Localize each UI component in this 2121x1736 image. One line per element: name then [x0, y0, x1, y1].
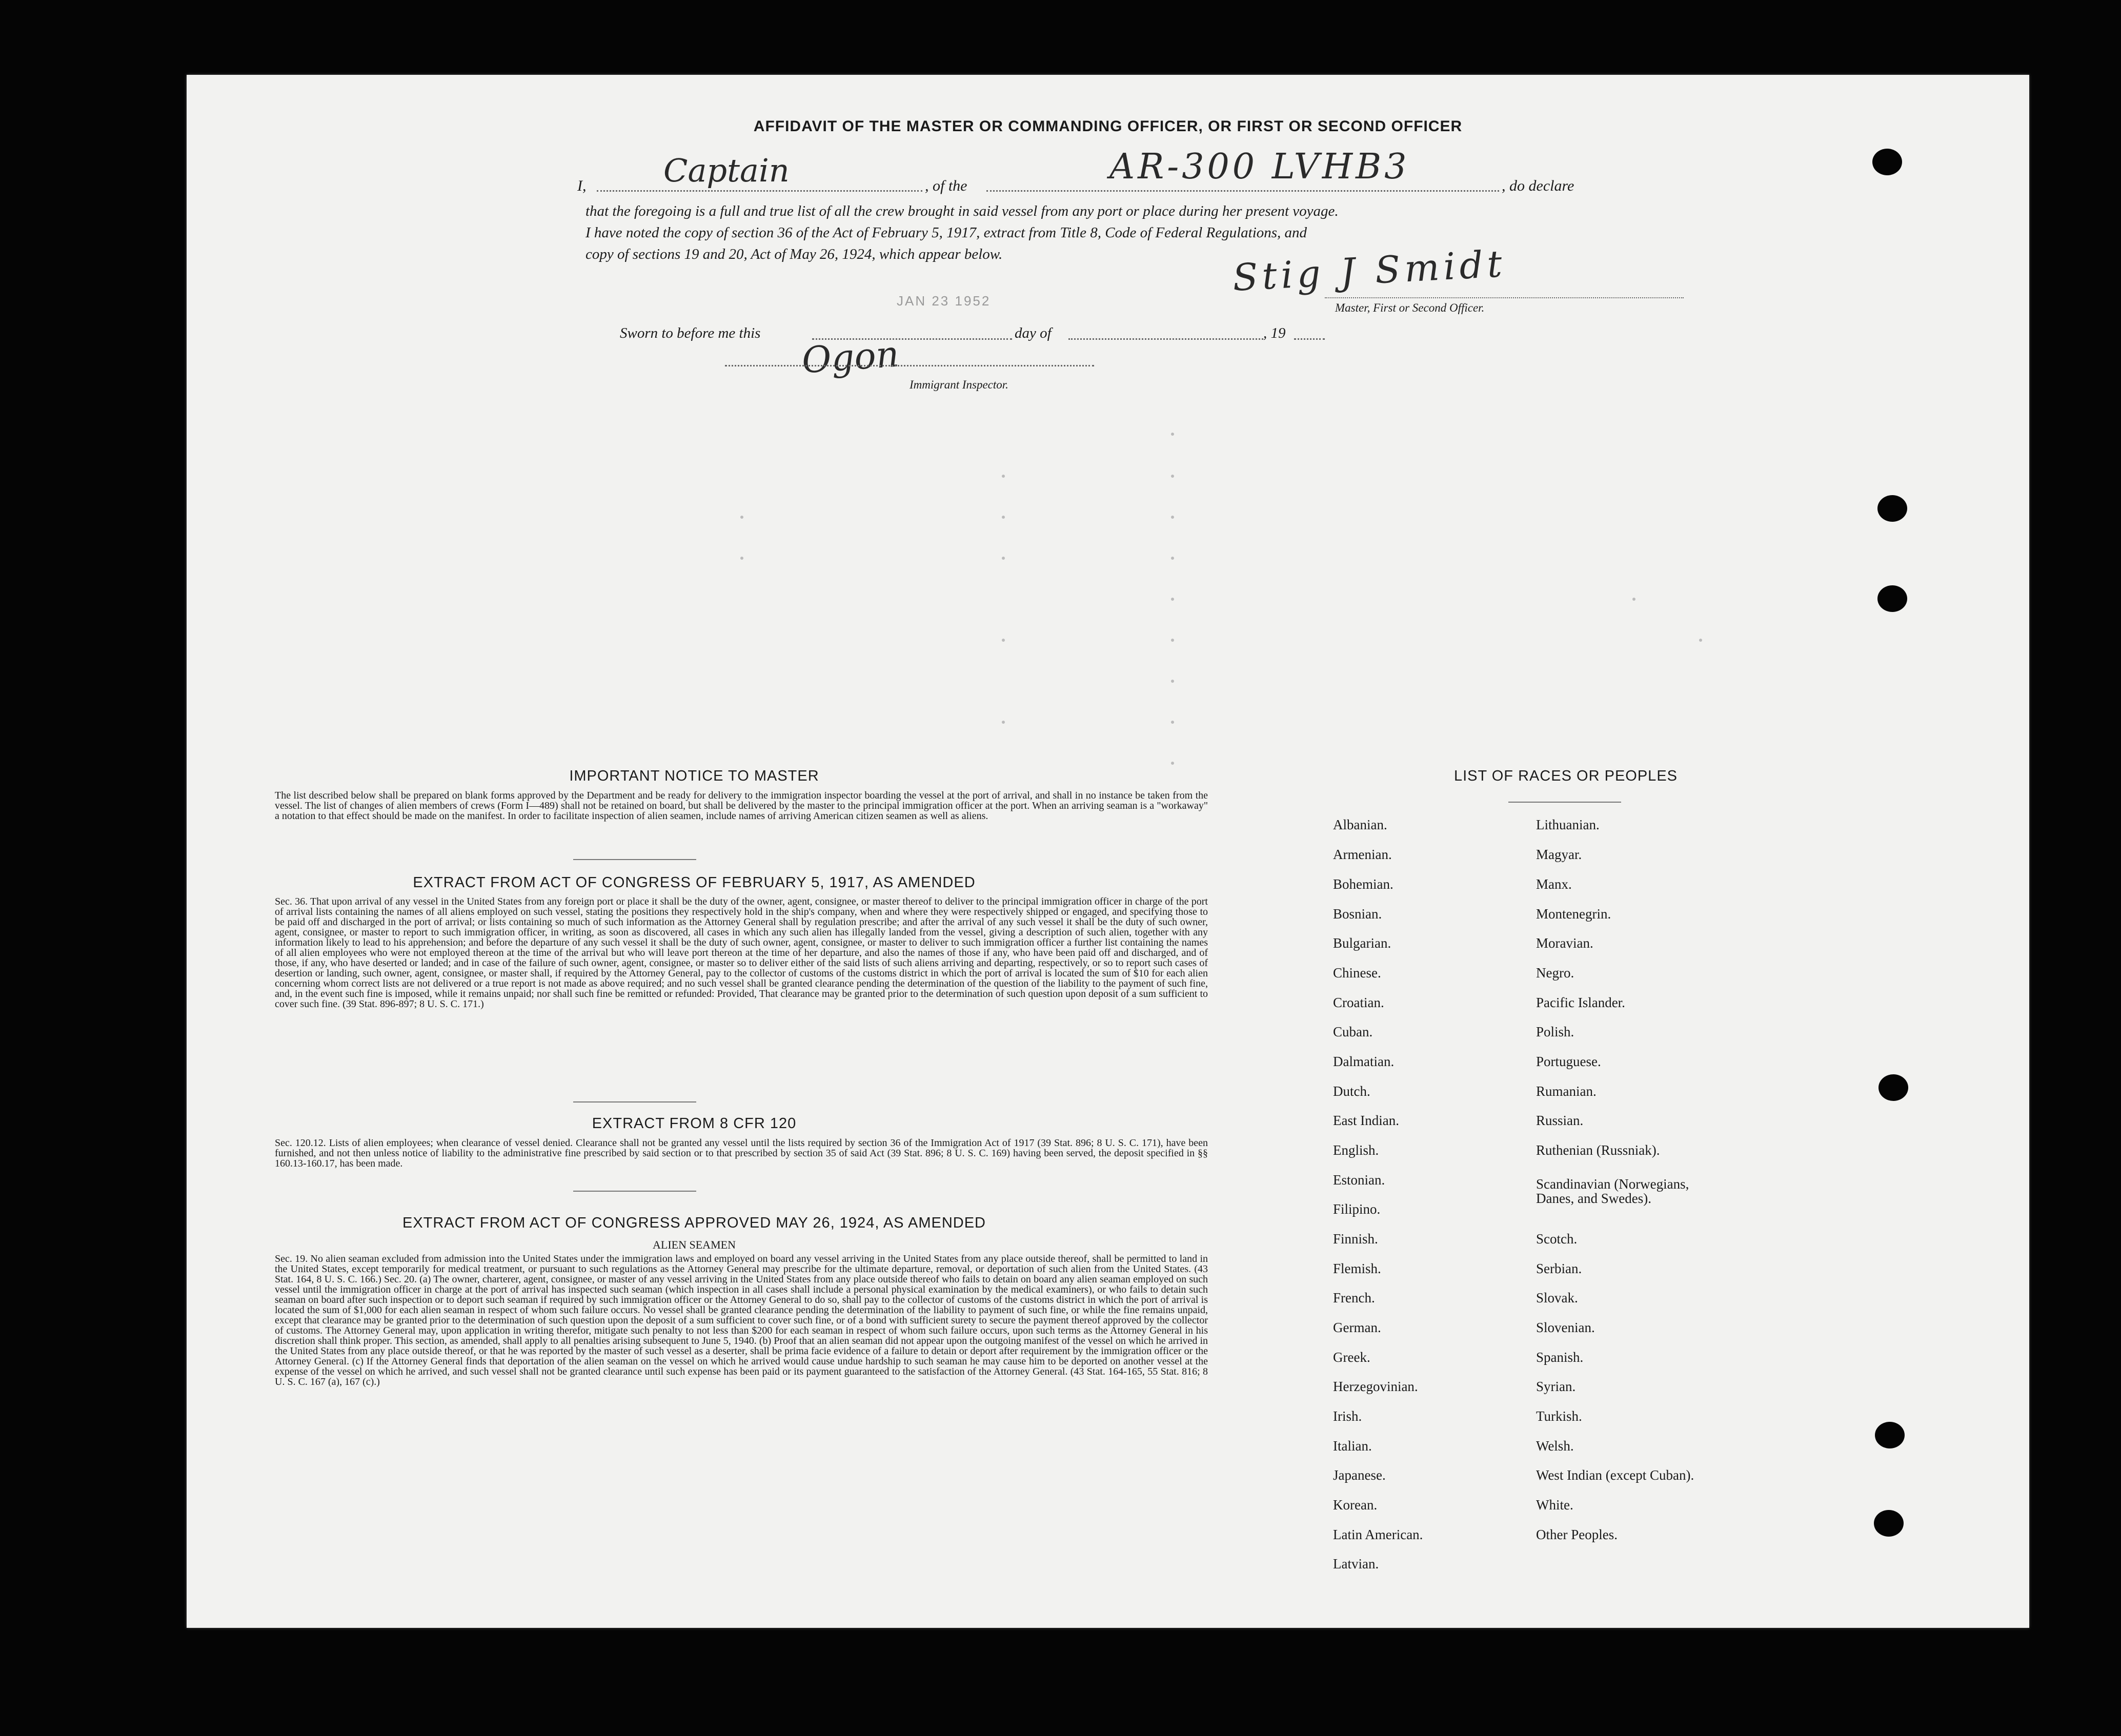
- race-item: Negro.: [1536, 965, 1574, 981]
- date-stamp: JAN 23 1952: [897, 293, 991, 309]
- cfr-body: Sec. 120.12. Lists of alien employees; when clearance of vessel denied. Clearance shall not be granted any vessel until the lists required by section 36 of the Immigration Act of 1917 (39 Stat. 896; 8 U. S. C. 171), have been furnished, and not then unless notice of liability to the administrative fine prescribed by said section or to that prescribed by section 35 of said Act (39 Stat. 896; 8 U. S. C. 169) having been served, the deposit specified in §§ 160.13-160.17, has been made.: [275, 1137, 1208, 1169]
- race-item: Estonian.: [1333, 1172, 1385, 1188]
- divider: [1508, 802, 1621, 803]
- race-item: Welsh.: [1536, 1438, 1574, 1454]
- race-item: Slovak.: [1536, 1290, 1578, 1305]
- race-item: Portuguese.: [1536, 1054, 1601, 1069]
- race-item: Rumanian.: [1536, 1084, 1597, 1099]
- year-label: , 19: [1263, 325, 1286, 341]
- race-item: Bulgarian.: [1333, 935, 1391, 951]
- document-page: [187, 75, 2029, 1628]
- race-item: Serbian.: [1536, 1261, 1582, 1276]
- race-item: Lithuanian.: [1536, 817, 1600, 832]
- punch-hole: [1877, 495, 1907, 522]
- race-item: Armenian.: [1333, 847, 1392, 862]
- punch-hole: [1878, 1074, 1908, 1101]
- inspector-line: [725, 360, 1094, 366]
- master-label: Master, First or Second Officer.: [1335, 301, 1485, 314]
- act-1924-subtitle: ALIEN SEAMEN: [653, 1238, 736, 1251]
- race-item: German.: [1333, 1320, 1381, 1335]
- signature-line: [1325, 297, 1684, 298]
- race-item: Spanish.: [1536, 1350, 1584, 1365]
- race-item: Finnish.: [1333, 1231, 1378, 1247]
- sworn-label: Sworn to before me this: [620, 325, 761, 341]
- of-the-label: , of the: [925, 177, 967, 194]
- race-item: Polish.: [1536, 1024, 1574, 1039]
- race-item: Chinese.: [1333, 965, 1381, 981]
- affidavit-title: AFFIDAVIT OF THE MASTER OR COMMANDING OFFICER, OR FIRST OR SECOND OFFICER: [753, 118, 1463, 135]
- race-item: Other Peoples.: [1536, 1527, 1618, 1542]
- race-item: Pacific Islander.: [1536, 995, 1625, 1010]
- race-item: Flemish.: [1333, 1261, 1381, 1276]
- notice-title: IMPORTANT NOTICE TO MASTER: [569, 768, 819, 784]
- notice-body: The list described below shall be prepared on blank forms approved by the Department and be ready for delivery to the immigration inspector boarding the vessel at the port of arrival, and shall in no instance be taken from the vessel. The list of changes of alien members of crews (Form I—489) shall not be retained on board, but shall be delivered by the master to the principal immigration officer at the port. When an arriving seaman is a "workaway" a notation to that effect should be made on the manifest. In order to facilitate inspection of alien seamen, include names of arriving American citizen seamen as well as aliens.: [275, 790, 1208, 822]
- race-item: White.: [1536, 1497, 1573, 1513]
- race-item: Slovenian.: [1536, 1320, 1595, 1335]
- race-item: Latin American.: [1333, 1527, 1423, 1542]
- cfr-title: EXTRACT FROM 8 CFR 120: [592, 1115, 797, 1132]
- inspector-signature: Ogon: [800, 333, 901, 382]
- race-item: Magyar.: [1536, 847, 1582, 862]
- sworn-month-blank: [1068, 320, 1263, 340]
- race-item: Irish.: [1333, 1408, 1362, 1424]
- race-item: English.: [1333, 1142, 1379, 1158]
- race-item: Scotch.: [1536, 1231, 1578, 1247]
- i-label: I,: [577, 177, 587, 194]
- race-item: Japanese.: [1333, 1467, 1386, 1483]
- race-item: East Indian.: [1333, 1113, 1399, 1128]
- race-item: Filipino.: [1333, 1201, 1381, 1217]
- act-1917-body: Sec. 36. That upon arrival of any vessel in the United States from any foreign port or place it shall be the duty of the owner, agent, consignee, or master thereof to deliver to the principal immigration officer in charge of the port of arrival lists containing the names of all aliens employed on such vessel, stating the positions they respectively hold in the ship's company, when and where they were respectively shipped or engaged, and specifying those to be paid off and discharged in the port of arrival; or lists containing so much of such information as the Attorney General shall by regulation prescribe; and after the arrival of any such vessel it shall be the duty of such owner, agent, consignee, or master to report to such immigration officer, in writing, as soon as discovered, all cases in which any such alien has illegally landed from the vessel, giving a description of such alien, together with any information likely to lead to his apprehension; and before the departure of any such vessel it shall be the duty of such owner, agent, consignee, or master to deliver to such immigration officer a further list containing the names of all alien employees who were not employed thereon at the time of the arrival but who will leave port thereon at the time of her departure, and also the names of those if any, who have been paid off and discharged, and of those, if any, who have deserted or landed; and in case of the failure of such owner, agent, consignee, or master so to deliver either of the said lists of such aliens arriving and departing, respectively, or so to report such cases of desertion or landing, such owner, agent, consignee, or master shall, if required by the Attorney General, pay to the collector of customs of the customs district in which the port of arrival is located the sum of $10 for each alien concerning whom correct lists are not delivered or a true report is not made as above required; and no such vessel shall be granted clearance pending the determination of the question of the liability to the payment of such fine, and, in the event such fine is imposed, while it remains unpaid; nor shall such fine be remitted or refunded: Provided, That clearance may be granted prior to the determination of such question upon deposit of a sum sufficient to cover such fine. (39 Stat. 896-897; 8 U. S. C. 171.): [275, 896, 1208, 1010]
- race-item: Ruthenian (Russniak).: [1536, 1142, 1660, 1158]
- race-item: Korean.: [1333, 1497, 1378, 1513]
- divider: [573, 859, 696, 860]
- race-item: Bohemian.: [1333, 876, 1393, 892]
- act-1924-title: EXTRACT FROM ACT OF CONGRESS APPROVED MAY 26, 1924, AS AMENDED: [402, 1215, 986, 1231]
- race-item: Manx.: [1536, 876, 1572, 892]
- day-of-label: day of: [1015, 325, 1052, 341]
- race-item: Dutch.: [1333, 1084, 1370, 1099]
- race-item: Moravian.: [1536, 935, 1593, 951]
- master-signature: Stig J Smidt: [1231, 242, 1507, 299]
- races-title: LIST OF RACES OR PEOPLES: [1453, 768, 1678, 784]
- race-item: Greek.: [1333, 1350, 1370, 1365]
- race-item: Scandinavian (Norwegians, Danes, and Swedes).: [1536, 1176, 1689, 1206]
- race-item: Dalmatian.: [1333, 1054, 1395, 1069]
- affidavit-line-4: copy of sections 19 and 20, Act of May 26, 1924, which appear below.: [585, 246, 1003, 262]
- inspector-label: Immigrant Inspector.: [910, 378, 1008, 391]
- vessel-handwriting: AR-300 LVHB3: [1109, 147, 1410, 187]
- race-item: Italian.: [1333, 1438, 1372, 1454]
- race-item: Turkish.: [1536, 1408, 1582, 1424]
- race-item: French.: [1333, 1290, 1375, 1305]
- affidavit-line-2: that the foregoing is a full and true list of all the crew brought in said vessel from any port or place during her present voyage.: [585, 203, 1339, 219]
- race-item: Latvian.: [1333, 1556, 1379, 1571]
- race-item: Cuban.: [1333, 1024, 1373, 1039]
- race-item: Bosnian.: [1333, 906, 1382, 922]
- race-item: Herzegovinian.: [1333, 1379, 1418, 1394]
- race-item: Albanian.: [1333, 817, 1387, 832]
- race-item: Croatian.: [1333, 995, 1384, 1010]
- punch-hole: [1872, 149, 1902, 175]
- act-1924-body: Sec. 19. No alien seaman excluded from admission into the United States under the immigration laws and employed on board any vessel arriving in the United States from any place outside thereof, shall be permitted to land in the United States, except temporarily for medical treatment, or pursuant to such regulations as the Attorney General may prescribe for the ultimate departure, removal, or deportation of such alien from the United States. (43 Stat. 164, 8 U. S. C. 166.) Sec. 20. (a) The owner, charterer, agent, consignee, or master of any vessel arriving in the United States from any place outside thereof who fails to detain on board any alien seaman employed on such vessel until the immigration officer in charge at the port of arrival has inspected such seaman (which inspection in all cases shall include a personal physical examination by the medical examiners), or who fails to detain such seaman on board after such inspection or to deport such seaman if required by such immigration officer or the Attorney General to do so, shall pay to the collector of customs of the customs district in which the port of arrival is located the sum of $1,000 for each alien seaman in respect of whom such failure occurs. No vessel shall be granted clearance pending the determination of the liability to payment of such fine, or while the fine remains unpaid, except that clearance may be granted prior to the determination of such question upon the deposit of a sum sufficient to cover such fine, or of a bond with sufficient surety to secure the payment thereof approved by the collector of customs. The Attorney General may, upon application in writing therefor, mitigate such penalty to not less than $200 for each seaman in respect of whom such failure occurs, upon such terms as the Attorney General in his discretion shall think proper. This section, as amended, shall apply to all penalties arising subsequent to June 5, 1940. (b) Proof that an alien seaman did not appear upon the outgoing manifest of the vessel on which he arrived in the United States from any place outside thereof, or that he was reported by the master of such vessel as a deserter, shall be prima facie evidence of a failure to detain or deport after requirement by the immigration officer or the Attorney General. (c) If the Attorney General finds that deportation of the alien seaman on the vessel on which he arrived would cause undue hardship to such seaman he may cause him to be deported on another vessel at the expense of the vessel on which he arrived, and such vessel shall not be granted clearance until such expense has been paid or its payment guaranteed to the satisfaction of the Attorney General. (43 Stat. 164-165, 55 Stat. 816; 8 U. S. C. 167 (a), 167 (c).): [275, 1253, 1208, 1387]
- race-item: Syrian.: [1536, 1379, 1576, 1394]
- punch-hole: [1877, 585, 1907, 612]
- divider: [573, 1101, 696, 1102]
- name-handwriting: Captain: [663, 152, 790, 189]
- race-item: Montenegrin.: [1536, 906, 1611, 922]
- punch-hole: [1875, 1422, 1905, 1448]
- affidavit-line-3: I have noted the copy of section 36 of the Act of February 5, 1917, extract from Title 8, Code of Federal Regulations, and: [585, 224, 1307, 241]
- race-item: West Indian (except Cuban).: [1536, 1467, 1694, 1483]
- act-1917-title: EXTRACT FROM ACT OF CONGRESS OF FEBRUARY 5, 1917, AS AMENDED: [413, 874, 976, 891]
- sworn-year-blank: [1294, 320, 1325, 340]
- punch-hole: [1874, 1510, 1904, 1537]
- race-item: Russian.: [1536, 1113, 1584, 1128]
- do-declare-label: , do declare: [1502, 177, 1574, 194]
- divider: [573, 1191, 696, 1192]
